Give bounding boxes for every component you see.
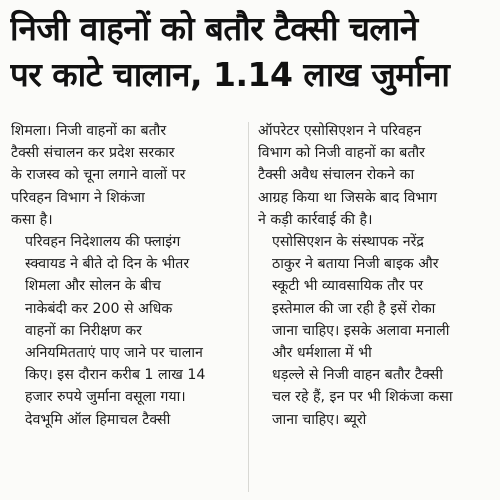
text-line: स्क्वायड ने बीते दो दिन के भीतर: [25, 256, 190, 273]
headline: [10, 6, 494, 98]
column-divider: [248, 122, 249, 492]
text-line: ऑपरेटर एसोसिएशन ने परिवहन: [258, 123, 422, 139]
article-column-right: [258, 120, 492, 431]
headline-line-1: निजी वाहनों को बतौर टैक्सी चलाने: [10, 9, 418, 48]
text-line: अनियमितताएं पाए जाने पर चालान: [25, 345, 203, 362]
text-line: ने कड़ी कार्रवाई की है।: [258, 211, 373, 228]
text-line: देवभूमि ऑल हिमाचल टैक्सी: [25, 411, 171, 428]
text-line: वाहनों का निरीक्षण कर: [25, 322, 142, 339]
text-line: धड़ल्ले से निजी वाहन बतौर टैक्सी: [272, 367, 443, 384]
article-paragraph: [11, 231, 243, 431]
text-line: शिमला और सोलन के बीच: [25, 278, 161, 295]
text-line: विभाग को निजी वाहनों का बतौर: [258, 145, 425, 162]
text-line: टैक्सी संचालन कर प्रदेश सरकार: [11, 145, 175, 162]
text-line: के राजस्व को चूना लगाने वालों पर: [11, 167, 186, 184]
text-line: स्कूटी भी व्यावसायिक तौर पर: [272, 278, 424, 295]
text-line: चल रहे हैं, इन पर भी शिकंजा कसा: [272, 389, 453, 406]
text-line: आग्रह किया था जिसके बाद विभाग: [258, 189, 437, 206]
text-line: ठाकुर ने बताया निजी बाइक और: [272, 256, 439, 273]
text-line: इस्तेमाल की जा रही है इसें रोका: [272, 300, 436, 317]
text-line: किए। इस दौरान करीब 1 लाख 14: [25, 367, 206, 384]
article-column-left: [11, 120, 243, 431]
text-line: एसोसिएशन के संस्थापक नरेंद्र: [272, 234, 424, 251]
text-line: जाना चाहिए। इसके अलावा मनाली: [272, 322, 450, 339]
text-line: परिवहन निदेशालय की फ्लाइंग: [25, 234, 181, 251]
text-line: जाना चाहिए। ब्यूरो: [272, 411, 367, 428]
article-paragraph: [258, 231, 492, 431]
text-line: हजार रुपये जुर्माना वसूला गया।: [25, 389, 186, 406]
text-line: और धर्मशाला में भी: [272, 345, 372, 362]
headline-line-2: पर काटे चालान, 1.14 लाख जुर्माना: [10, 55, 450, 94]
article-paragraph: [258, 120, 492, 231]
text-line: परिवहन विभाग ने शिकंजा: [11, 189, 145, 206]
article-paragraph-dateline: [11, 120, 243, 231]
text-line: शिमला। निजी वाहनों का बतौर: [11, 123, 167, 139]
text-line: टैक्सी अवैध संचालन रोकने का: [258, 167, 415, 184]
text-line: नाकेबंदी कर 200 से अधिक: [25, 300, 173, 317]
text-line: कसा है।: [11, 211, 53, 228]
